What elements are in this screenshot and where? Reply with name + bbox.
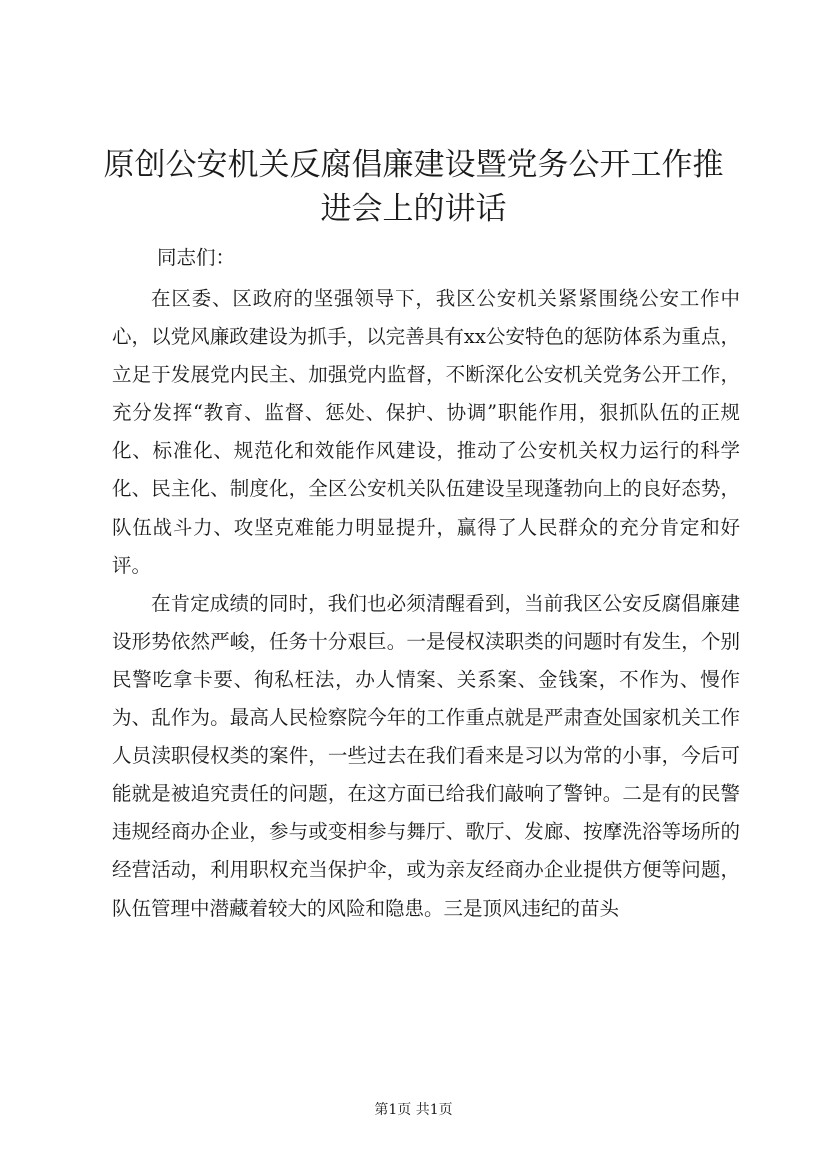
paragraph-1: 在区委、区政府的坚强领导下，我区公安机关紧紧围绕公安工作中心，以党风廉政建设为抓手，以完善具有xx公安特色的惩防体系为重点，立足于发展党内民主、加强党内监督，不断深化公安机关党务公开工作，充分发挥“教育、监督、惩处、保护、协调”职能作用，狠抓队伍的正规化、标准化、规范化和效能作风建设，推动了公安机关权力运行的科学化、民主化、制度化，全区公安机关队伍建设呈现蓬勃向上的良好态势，队伍战斗力、攻坚克难能力明显提升，赢得了人民群众的充分肯定和好评。 <box>112 287 740 577</box>
salutation: 同志们： <box>157 246 236 269</box>
document-title: 原创公安机关反腐倡廉建设暨党务公开工作推进会上的讲话 <box>103 147 724 227</box>
page-footer: 第1页 共1页 <box>374 1102 453 1118</box>
paragraph-2: 在肯定成绩的同时，我们也必须清醒看到，当前我区公安反腐倡廉建设形势依然严峻，任务十分艰巨。一是侵权渎职类的问题时有发生，个别民警吃拿卡要、徇私枉法，办人情案、关系案、金钱案，不作为、慢作为、乱作为。最高人民检察院今年的工作重点就是严肃查处国家机关工作人员渎职侵权类的案件，一些过去在我们看来是习以为常的小事，今后可能就是被追究责任的问题，在这方面已给我们敲响了警钟。二是有的民警违规经商办企业，参与或变相参与舞厅、歌厅、发廊、按摩洗浴等场所的经营活动，利用职权充当保护伞，或为亲友经商办企业提供方便等问题，队伍管理中潜藏着较大的风险和隐患。三是顶风违纪的苗头 <box>112 591 740 920</box>
document-body <box>112 280 740 928</box>
